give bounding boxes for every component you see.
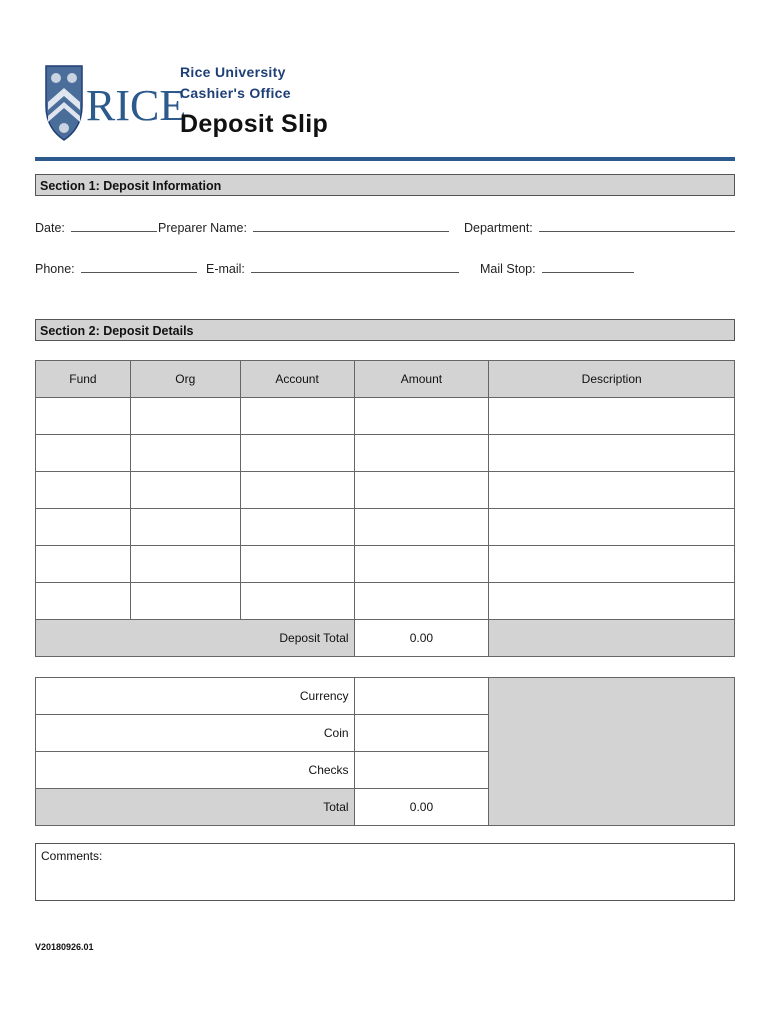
org-cell[interactable] (130, 472, 240, 509)
deposit-details-table (35, 360, 735, 657)
column-header-description: Description (489, 361, 735, 398)
table-row (36, 435, 735, 472)
checks-label: Checks (36, 752, 355, 789)
date-input-line[interactable] (71, 220, 157, 232)
fund-cell[interactable] (36, 546, 131, 583)
currency-label: Currency (36, 678, 355, 715)
table-row (36, 509, 735, 546)
account-cell[interactable] (240, 472, 354, 509)
total-label: Total (36, 789, 355, 826)
deposit-total-label: Deposit Total (36, 620, 355, 657)
deposit-total-row (36, 620, 735, 657)
org-cell[interactable] (130, 583, 240, 620)
breakdown-filler (489, 678, 735, 826)
phone-input-line[interactable] (81, 261, 197, 273)
email-field[interactable] (206, 261, 459, 276)
org-cell[interactable] (130, 509, 240, 546)
currency-row (36, 678, 735, 715)
mailstop-label: Mail Stop: (480, 262, 536, 276)
phone-label: Phone: (35, 262, 75, 276)
version-code: V20180926.01 (35, 942, 94, 952)
table-row (36, 472, 735, 509)
section2-heading: Section 2: Deposit Details (35, 319, 735, 341)
comments-box[interactable] (35, 843, 735, 901)
description-cell[interactable] (489, 509, 735, 546)
account-cell[interactable] (240, 583, 354, 620)
org-cell[interactable] (130, 546, 240, 583)
date-label: Date: (35, 221, 65, 235)
amount-cell[interactable] (354, 583, 489, 620)
fund-cell[interactable] (36, 398, 131, 435)
fund-cell[interactable] (36, 435, 131, 472)
date-field[interactable] (35, 220, 157, 235)
amount-cell[interactable] (354, 509, 489, 546)
fund-cell[interactable] (36, 472, 131, 509)
account-cell[interactable] (240, 435, 354, 472)
column-header-fund: Fund (36, 361, 131, 398)
org-cell[interactable] (130, 435, 240, 472)
department-input-line[interactable] (539, 220, 735, 232)
amount-cell[interactable] (354, 398, 489, 435)
column-header-account: Account (240, 361, 354, 398)
description-cell[interactable] (489, 472, 735, 509)
amount-cell[interactable] (354, 546, 489, 583)
coin-amount-cell[interactable] (354, 715, 489, 752)
phone-field[interactable] (35, 261, 197, 276)
description-cell[interactable] (489, 398, 735, 435)
column-header-amount: Amount (354, 361, 489, 398)
rice-logo (44, 62, 187, 142)
account-cell[interactable] (240, 546, 354, 583)
deposit-total-filler (489, 620, 735, 657)
description-cell[interactable] (489, 435, 735, 472)
fund-cell[interactable] (36, 509, 131, 546)
section1-heading: Section 1: Deposit Information (35, 174, 735, 196)
amount-cell[interactable] (354, 472, 489, 509)
table-header-row (36, 361, 735, 398)
mailstop-field[interactable] (480, 261, 634, 276)
deposit-total-value: 0.00 (354, 620, 489, 657)
fund-cell[interactable] (36, 583, 131, 620)
department-field[interactable] (464, 220, 735, 235)
email-input-line[interactable] (251, 261, 459, 273)
org-cell[interactable] (130, 398, 240, 435)
preparer-input-line[interactable] (253, 220, 449, 232)
description-cell[interactable] (489, 583, 735, 620)
account-cell[interactable] (240, 398, 354, 435)
table-row (36, 583, 735, 620)
coin-label: Coin (36, 715, 355, 752)
table-row (36, 546, 735, 583)
comments-label: Comments: (41, 849, 103, 863)
table-row (36, 398, 735, 435)
page-title: Deposit Slip (180, 110, 329, 138)
checks-amount-cell[interactable] (354, 752, 489, 789)
amount-cell[interactable] (354, 435, 489, 472)
description-cell[interactable] (489, 546, 735, 583)
email-label: E-mail: (206, 262, 245, 276)
org-name: Rice University (180, 64, 286, 80)
currency-amount-cell[interactable] (354, 678, 489, 715)
logo-text: RICE (86, 81, 187, 130)
preparer-field[interactable] (158, 220, 449, 235)
header-divider (35, 157, 735, 161)
mailstop-input-line[interactable] (542, 261, 634, 273)
preparer-label: Preparer Name: (158, 221, 247, 235)
account-cell[interactable] (240, 509, 354, 546)
cash-breakdown-table (35, 677, 735, 826)
department-label: Department: (464, 221, 533, 235)
total-value: 0.00 (354, 789, 489, 826)
office-name: Cashier's Office (180, 85, 291, 101)
column-header-org: Org (130, 361, 240, 398)
